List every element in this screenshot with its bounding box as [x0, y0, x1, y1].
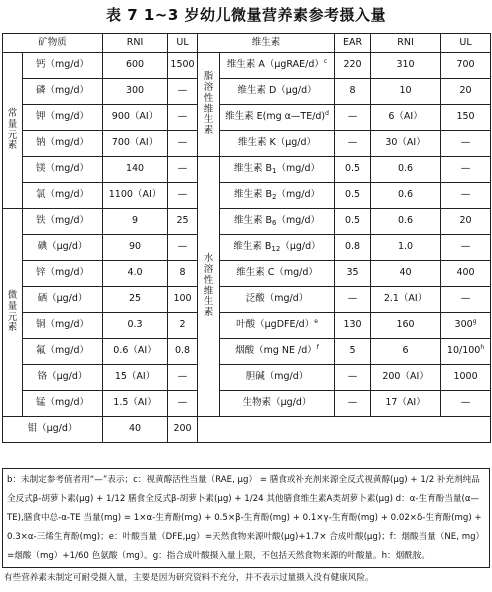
header-ul: UL	[168, 34, 198, 53]
table-row	[3, 53, 491, 79]
footnote-marker: h	[480, 344, 485, 352]
vitamin-unit: （μg/d）	[280, 241, 321, 253]
table-row	[3, 287, 491, 313]
vitamin-rni: 160	[371, 313, 441, 339]
vitamin-name	[220, 79, 335, 105]
mineral-rni: 0.6（AI）	[103, 339, 168, 365]
nutrient-table	[2, 33, 491, 443]
mineral-rni: 900（AI）	[103, 105, 168, 131]
vitamin-ul	[441, 313, 491, 339]
mineral-ul: 1500	[168, 53, 198, 79]
vitamin-ul	[441, 339, 491, 365]
mineral-rni: 90	[103, 235, 168, 261]
vitamin-subscript: 6	[272, 219, 277, 228]
mineral-name: 铁（mg/d）	[23, 209, 103, 235]
mineral-rni: 300	[103, 79, 168, 105]
mineral-ul: 100	[168, 287, 198, 313]
vitamin-rni: 1.0	[371, 235, 441, 261]
mineral-rni: 1100（AI）	[103, 183, 168, 209]
vitamin-ul-value: —	[460, 137, 471, 149]
mineral-ul: —	[168, 183, 198, 209]
vitamin-name-text: 胆碱（mg/d）	[245, 371, 309, 383]
vitamin-rni: 310	[371, 53, 441, 79]
vitamin-name	[220, 183, 335, 209]
vitamin-subscript: 2	[272, 193, 277, 202]
mineral-ul: —	[168, 157, 198, 183]
mineral-rni: 4.0	[103, 261, 168, 287]
mineral-rni: 25	[103, 287, 168, 313]
vitamin-rni: 30（AI）	[371, 131, 441, 157]
vitamin-ul-value: —	[460, 397, 471, 409]
vitamin-name	[220, 157, 335, 183]
mineral-rni: 40	[103, 417, 168, 443]
table-row	[3, 105, 491, 131]
header-ear: EAR	[335, 34, 371, 53]
vitamin-name-text: 生物素（μg/d）	[242, 397, 312, 409]
mineral-ul: —	[168, 235, 198, 261]
table-row	[3, 209, 491, 235]
vitamin-name	[220, 131, 335, 157]
header-rni: RNI	[103, 34, 168, 53]
vitamin-name-text: 维生素 B	[233, 241, 272, 253]
vitamin-ul	[441, 209, 491, 235]
table-row	[3, 365, 491, 391]
mineral-rni: 0.3	[103, 313, 168, 339]
vitamin-name-text: 维生素 B	[234, 163, 273, 175]
vitamin-rni: 0.6	[371, 183, 441, 209]
vitamin-name-text: 维生素 K（μg/d）	[237, 137, 317, 149]
mineral-ul: 0.8	[168, 339, 198, 365]
vitamin-ul-value: —	[460, 189, 471, 201]
vitamin-ul	[441, 235, 491, 261]
group-label-fat-soluble: 脂 溶 性 维 生 素	[198, 53, 220, 157]
vitamin-ear: 0.5	[335, 209, 371, 235]
vitamin-name-text: 维生素 E(mg α—TE/d)	[225, 111, 326, 123]
mineral-name: 磷（mg/d）	[23, 79, 103, 105]
vitamin-ul-value: —	[460, 293, 471, 305]
mineral-ul: —	[168, 105, 198, 131]
vitamin-ul-value: 400	[456, 267, 475, 279]
vitamin-ear: 0.5	[335, 183, 371, 209]
footer-note: 有些营养素未制定可耐受摄入量，主要是因为研究资料不充分，并不表示过量摄入没有健康风险。	[4, 573, 374, 583]
vitamin-name	[220, 105, 335, 131]
vitamin-name-text: 维生素 D（μg/d）	[237, 85, 317, 97]
vitamin-subscript: 1	[272, 167, 277, 176]
footnote-marker: c	[323, 58, 328, 66]
vitamin-rni: 17（AI）	[371, 391, 441, 417]
vitamin-ul	[441, 365, 491, 391]
mineral-ul: 200	[168, 417, 198, 443]
vitamin-ear: —	[335, 105, 371, 131]
table-row	[3, 235, 491, 261]
vitamin-ul	[441, 131, 491, 157]
vitamin-rni: 6（AI）	[371, 105, 441, 131]
mineral-name: 锌（mg/d）	[23, 261, 103, 287]
vitamin-rni: 2.1（AI）	[371, 287, 441, 313]
vitamin-ear: —	[335, 131, 371, 157]
vitamin-ul-value: 1000	[453, 371, 478, 383]
vitamin-ul-value: 700	[456, 59, 475, 71]
vitamin-ul-value: 150	[456, 111, 475, 123]
group-label-water-soluble: 水 溶 性 维 生 素	[198, 157, 220, 417]
header-rni2: RNI	[371, 34, 441, 53]
vitamin-name	[220, 365, 335, 391]
vitamin-unit: （mg/d）	[276, 163, 321, 175]
vitamin-name-text: 烟酸（mg NE /d）	[235, 345, 317, 357]
vitamin-name-text: 维生素 C（mg/d）	[236, 267, 318, 279]
vitamin-ear: 130	[335, 313, 371, 339]
vitamin-rni: 6	[371, 339, 441, 365]
mineral-ul: 25	[168, 209, 198, 235]
vitamin-ear: 8	[335, 79, 371, 105]
mineral-name: 钾（mg/d）	[23, 105, 103, 131]
table-row	[3, 391, 491, 417]
vitamin-ear: 5	[335, 339, 371, 365]
vitamin-rni: 40	[371, 261, 441, 287]
vitamin-name	[220, 391, 335, 417]
vitamin-ul	[441, 79, 491, 105]
mineral-ul: —	[168, 79, 198, 105]
vitamin-unit: （mg/d）	[276, 215, 321, 227]
vitamin-name-text: 泛酸（mg/d）	[245, 293, 309, 305]
vitamin-ear: 220	[335, 53, 371, 79]
header-row	[3, 34, 491, 53]
vitamin-name	[220, 209, 335, 235]
vitamin-name	[220, 339, 335, 365]
vitamin-name-text: 维生素 B	[234, 189, 273, 201]
mineral-rni: 600	[103, 53, 168, 79]
vitamin-ul-value: 20	[459, 85, 472, 97]
vitamin-ear: —	[335, 287, 371, 313]
mineral-name: 氟（mg/d）	[23, 339, 103, 365]
footnote-marker: f	[316, 344, 319, 352]
vitamin-ear: 35	[335, 261, 371, 287]
vitamin-ear: —	[335, 365, 371, 391]
mineral-name: 钼（μg/d）	[3, 417, 103, 443]
vitamin-ul	[441, 53, 491, 79]
table-row	[3, 261, 491, 287]
table-row	[3, 417, 491, 443]
table-row	[3, 313, 491, 339]
vitamin-subscript: 12	[271, 245, 281, 254]
table-row	[3, 339, 491, 365]
table-title: 表 7 1~3 岁幼儿微量营养素参考摄入量	[105, 6, 387, 24]
vitamin-ul	[441, 157, 491, 183]
table-row	[3, 131, 491, 157]
table-row	[3, 183, 491, 209]
mineral-rni: 1.5（AI）	[103, 391, 168, 417]
table-row	[3, 79, 491, 105]
header-vitamin: 维生素	[198, 34, 335, 53]
footnotes: b：未制定参考值者用“—”表示；c：视黄醇活性当量（RAE, μg） = 膳食或补充剂来源全反式视黄醇(μg) + 1/2 补充剂纯品全反式β-胡萝卜素(μg) + 1/12 膳食全反式β-胡萝卜素(μg) + 1/24 其他膳食维生素A类胡萝卜素(μg) d：α-生育酚当量(α—TE),膳食中总-α-TE 当量(mg) = 1×α-生育酚(mg) + 0.5×β-生育酚(mg) + 0.1×γ-生育酚(mg) + 0.02×δ-生育酚(mg) + 0.3×α-三烯生育酚(mg)；e：叶酸当量（DFE,μg）=天然食物来源叶酸(μg)+1.7× 合成叶酸(μg)；f：烟酸当量（NE, mg）=烟酸（mg）+1/60 色氨酸（mg）。g：指合成叶酸摄入量上限，不包括天然食物来源的叶酸量。h：烟酰胺。	[2, 468, 490, 568]
vitamin-ul-value: —	[460, 241, 471, 253]
vitamin-name	[220, 235, 335, 261]
footnote-marker: e	[314, 318, 318, 326]
vitamin-ul-value: 10/100	[446, 345, 481, 357]
vitamin-ear: 0.8	[335, 235, 371, 261]
mineral-name: 铬（μg/d）	[23, 365, 103, 391]
vitamin-name	[220, 313, 335, 339]
vitamin-ul	[441, 183, 491, 209]
mineral-name: 氯（mg/d）	[23, 183, 103, 209]
vitamin-ul	[441, 287, 491, 313]
mineral-ul: —	[168, 391, 198, 417]
mineral-name: 镁（mg/d）	[23, 157, 103, 183]
header-ul2: UL	[441, 34, 491, 53]
mineral-name: 锰（mg/d）	[23, 391, 103, 417]
mineral-name: 铜（mg/d）	[23, 313, 103, 339]
vitamin-name-text: 维生素 A（μgRAE/d）	[226, 59, 324, 71]
mineral-rni: 15（AI）	[103, 365, 168, 391]
vitamin-ear: 0.5	[335, 157, 371, 183]
vitamin-rni: 0.6	[371, 157, 441, 183]
vitamin-ul-value: —	[460, 163, 471, 175]
vitamin-ul	[441, 105, 491, 131]
vitamin-name-text: 维生素 B	[234, 215, 273, 227]
mineral-rni: 700（AI）	[103, 131, 168, 157]
mineral-ul: —	[168, 365, 198, 391]
vitamin-rni: 200（AI）	[371, 365, 441, 391]
vitamin-rni: 0.6	[371, 209, 441, 235]
footnote-marker: d	[325, 110, 329, 118]
vitamin-ul-value: 20	[459, 215, 472, 227]
mineral-name: 钠（mg/d）	[23, 131, 103, 157]
vitamin-ul-value: 300	[454, 319, 473, 331]
mineral-ul: 2	[168, 313, 198, 339]
mineral-name: 钙（mg/d）	[23, 53, 103, 79]
table-row	[3, 157, 491, 183]
vitamin-name-text: 叶酸（μgDFE/d）	[236, 319, 315, 331]
footnote-marker: g	[472, 318, 477, 326]
vitamin-ul	[441, 261, 491, 287]
mineral-name: 碘（μg/d）	[23, 235, 103, 261]
group-label-micro: 微 量 元 素	[3, 209, 23, 417]
mineral-ul: 8	[168, 261, 198, 287]
vitamin-rni: 10	[371, 79, 441, 105]
empty-cell	[198, 417, 491, 443]
vitamin-name	[220, 287, 335, 313]
header-mineral: 矿物质	[3, 34, 103, 53]
mineral-rni: 140	[103, 157, 168, 183]
mineral-ul: —	[168, 131, 198, 157]
vitamin-name	[220, 261, 335, 287]
table-body	[3, 34, 491, 443]
group-label-macro: 常 量 元 素	[3, 53, 23, 209]
mineral-rni: 9	[103, 209, 168, 235]
vitamin-ul	[441, 391, 491, 417]
vitamin-name	[220, 53, 335, 79]
vitamin-ear: —	[335, 391, 371, 417]
mineral-name: 硒（μg/d）	[23, 287, 103, 313]
vitamin-unit: （mg/d）	[276, 189, 321, 201]
